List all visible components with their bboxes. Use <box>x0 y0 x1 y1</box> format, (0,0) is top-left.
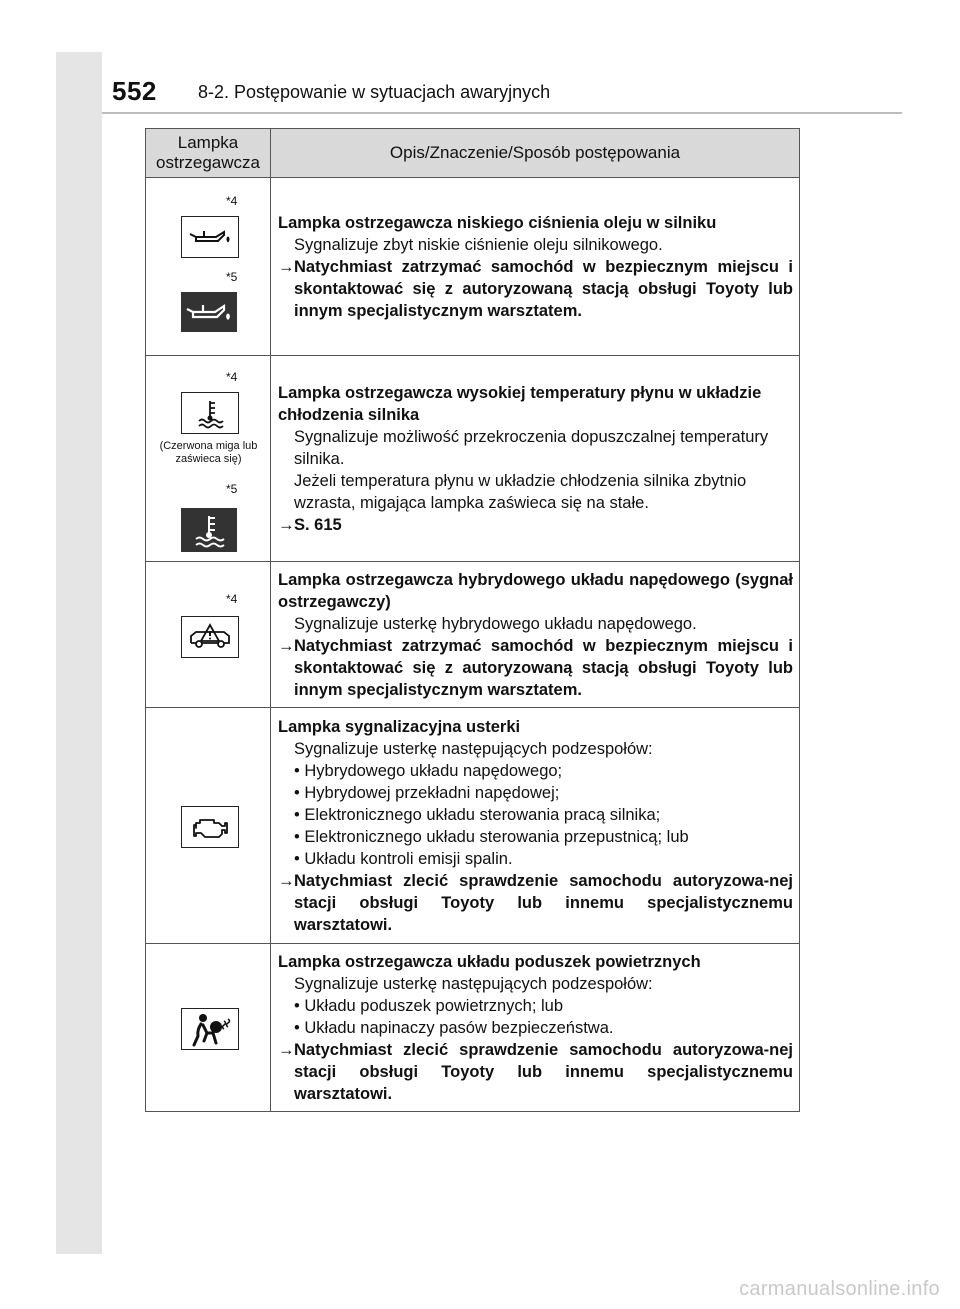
lamp-cell <box>146 944 271 1112</box>
list-item: • Elektronicznego układu sterowania pracą silnika; <box>294 805 661 824</box>
check-engine-icon <box>181 806 239 848</box>
description-cell <box>271 944 800 1112</box>
table-header-row <box>146 129 800 178</box>
warning-title: Lampka ostrzegawcza niskiego ciśnienia oleju w silniku <box>278 213 717 232</box>
description-cell <box>271 562 800 708</box>
hybrid-system-warning-icon <box>181 616 239 658</box>
description-cell <box>271 178 800 356</box>
warning-action <box>278 635 793 701</box>
table-row <box>146 178 800 356</box>
warning-title: Lampka ostrzegawcza hybrydowego układu napędowego (sygnał ostrzegawczy) <box>278 570 793 611</box>
section-title: 8-2. Postępowanie w sytuacjach awaryjnych <box>198 82 551 102</box>
table-row <box>146 944 800 1112</box>
list-item: • Elektronicznego układu sterowania przepustnicą; lub <box>294 827 689 846</box>
warning-description: Sygnalizuje możliwość przekroczenia dopuszczalnej temperatury silnika. <box>294 427 769 468</box>
footnote-marker: *4 <box>226 194 238 208</box>
warning-action-text: Natychmiast zatrzymać samochód w bezpiecznym miejscu i skontaktować się z autoryzowaną stacją obsługi Toyoty lub innym specjalistycznym warsztatem. <box>294 257 793 320</box>
warning-action <box>278 1039 793 1105</box>
warning-action-text: Natychmiast zlecić sprawdzenie samochodu autoryzowa-nej stacji obsługi Toyoty lub innemu specjalistycznemu warsztatowi. <box>294 1040 793 1103</box>
page-reference: S. 615 <box>294 515 342 534</box>
warning-action-text: Natychmiast zlecić sprawdzenie samochodu autoryzowa-nej stacji obsługi Toyoty lub innemu specjalistycznemu warsztatowi. <box>294 871 793 934</box>
warning-title: Lampka sygnalizacyjna usterki <box>278 717 521 736</box>
warning-description: Sygnalizuje usterkę hybrydowego układu napędowego. <box>294 614 697 633</box>
col-header-lamp: Lampka ostrzegawcza <box>146 129 271 178</box>
footnote-marker: *4 <box>226 592 238 606</box>
warning-description: Sygnalizuje usterkę następujących podzespołów: <box>294 739 653 758</box>
arrow-icon: → <box>278 871 295 890</box>
list-item: • Hybrydowego układu napędowego; <box>294 761 563 780</box>
lamp-cell <box>146 356 271 562</box>
warning-action <box>278 256 793 322</box>
warning-description: Sygnalizuje usterkę następujących podzespołów: <box>294 974 653 993</box>
arrow-icon: → <box>278 257 295 276</box>
description-cell <box>271 356 800 562</box>
description-cell <box>271 708 800 944</box>
footnote-marker: *4 <box>226 370 238 384</box>
page-side-strip <box>56 52 102 1254</box>
warning-action <box>278 514 793 536</box>
coolant-temperature-icon <box>181 508 237 552</box>
list-item: • Układu poduszek powietrznych; lub <box>294 996 564 1015</box>
list-item: • Hybrydowej przekładni napędowej; <box>294 783 560 802</box>
table-row <box>146 708 800 944</box>
arrow-icon: → <box>278 1040 295 1059</box>
warning-action <box>278 870 793 936</box>
warning-title: Lampka ostrzegawcza układu poduszek powietrznych <box>278 952 701 971</box>
footnote-marker: *5 <box>226 270 238 284</box>
table-row <box>146 356 800 562</box>
header-rule <box>102 112 902 114</box>
warning-title: Lampka ostrzegawcza wysokiej temperatury płynu w układzie chłodzenia silnika <box>278 383 762 424</box>
arrow-icon: → <box>278 515 295 534</box>
list-item: • Układu kontroli emisji spalin. <box>294 849 513 868</box>
warning-description: Sygnalizuje zbyt niskie ciśnienie oleju silnikowego. <box>294 235 663 254</box>
oil-can-icon <box>181 216 239 258</box>
oil-can-icon <box>181 292 237 332</box>
watermark: carmanualsonline.info <box>739 1278 940 1300</box>
col-header-description: Opis/Znaczenie/Sposób postępowania <box>271 129 800 178</box>
airbag-icon <box>181 1008 239 1050</box>
list-item: • Układu napinaczy pasów bezpieczeństwa. <box>294 1018 614 1037</box>
lamp-cell <box>146 708 271 944</box>
arrow-icon: → <box>278 636 295 655</box>
coolant-temperature-icon <box>181 392 239 434</box>
page-number: 552 <box>112 76 157 106</box>
table-row <box>146 562 800 708</box>
warning-description: Jeżeli temperatura płynu w układzie chłodzenia silnika zbytnio wzrasta, migająca lampka zaświeca się na stałe. <box>294 471 747 512</box>
warning-action-text: Natychmiast zatrzymać samochód w bezpiecznym miejscu i skontaktować się z autoryzowaną stacją obsługi Toyoty lub innym specjalistycznym warsztatem. <box>294 636 793 699</box>
footnote-marker: *5 <box>226 482 238 496</box>
warning-lamps-table <box>145 128 800 1112</box>
lamp-cell <box>146 178 271 356</box>
lamp-caption: (Czerwona miga lub zaświeca się) <box>159 440 258 465</box>
lamp-cell <box>146 562 271 708</box>
